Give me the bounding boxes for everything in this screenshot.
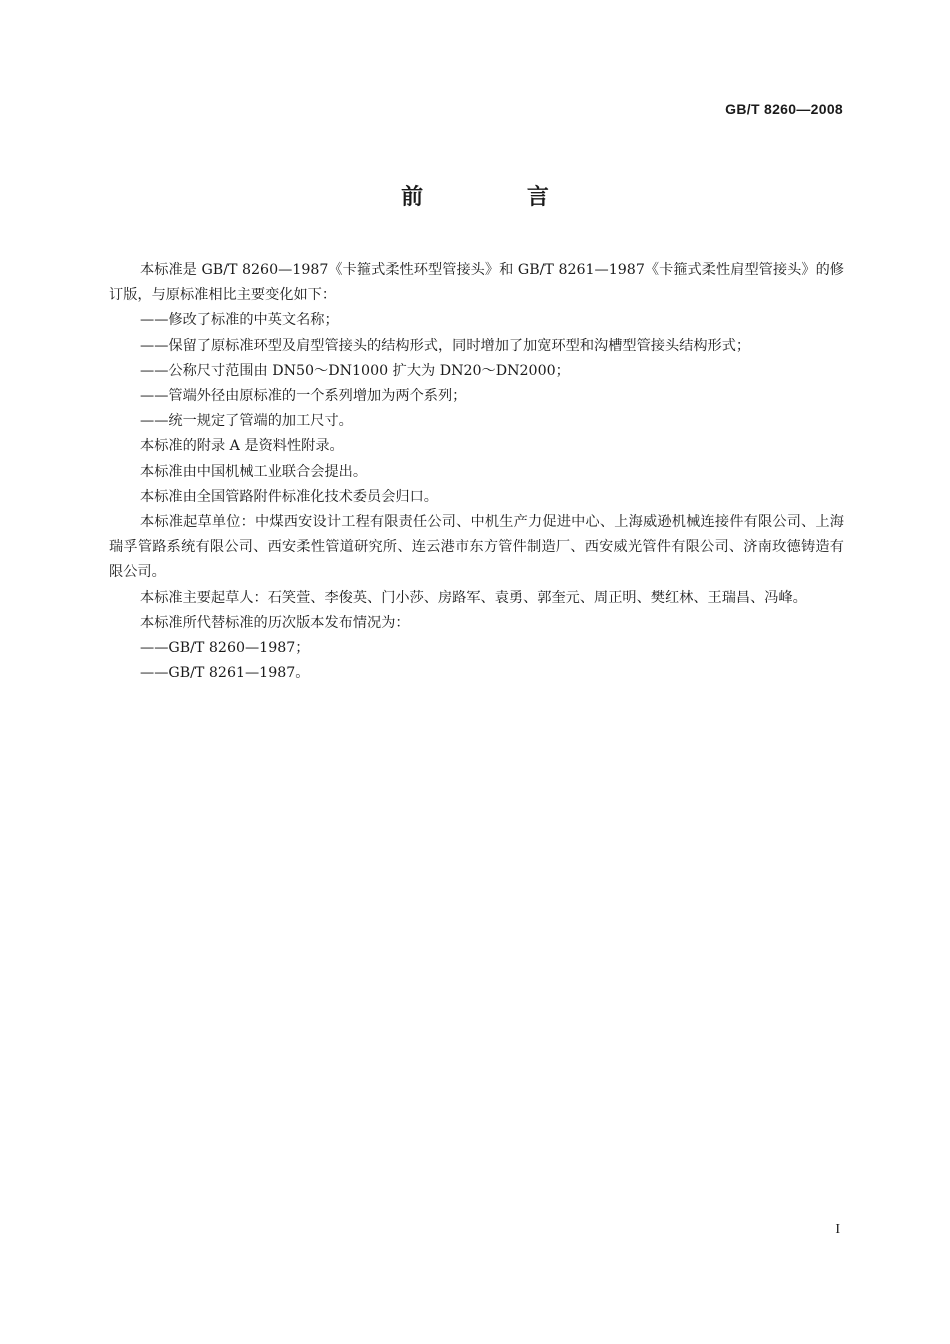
list-item: ——GB/T 8261—1987。 xyxy=(140,665,310,682)
list-item: ——保留了原标准环型及肩型管接头的结构形式，同时增加了加宽环型和沟槽型管接头结构形式； xyxy=(140,337,751,354)
list-item: ——修改了标准的中英文名称； xyxy=(140,312,339,329)
paragraph: 本标准由全国管路附件标准化技术委员会归口。 xyxy=(140,488,438,505)
list-item: ——统一规定了管端的加工尺寸。 xyxy=(140,413,353,430)
paragraph: 本标准起草单位：中煤西安设计工程有限责任公司、中机生产力促进中心、上海威逊机械连接件有限公司、上海瑞孚管路系统有限公司、西安柔性管道研究所、连云港市东方管件制造厂、西安威光管件有限公司、济南玫德铸造有限公司。 xyxy=(109,514,844,581)
paragraph: 本标准由中国机械工业联合会提出。 xyxy=(140,463,368,480)
list-item: ——管端外径由原标准的一个系列增加为两个系列； xyxy=(140,388,467,405)
section-title: 前 言 xyxy=(401,185,597,210)
paragraph: 本标准所代替标准的历次版本发布情况为： xyxy=(140,614,410,631)
preface-body xyxy=(109,258,844,686)
list-item: ——GB/T 8260—1987； xyxy=(140,640,310,657)
paragraph: 本标准主要起草人：石笑萱、李俊英、门小莎、房路军、袁勇、郭奎元、周正明、樊红林、王瑞昌、冯峰。 xyxy=(140,589,807,606)
page-number: I xyxy=(835,1222,840,1237)
standard-code: GB/T 8260—2008 xyxy=(725,101,843,117)
paragraph: 本标准是 GB/T 8260—1987《卡箍式柔性环型管接头》和 GB/T 8261—1987《卡箍式柔性肩型管接头》的修订版，与原标准相比主要变化如下： xyxy=(109,262,844,304)
list-item: ——公称尺寸范围由 DN50～DN1000 扩大为 DN20～DN2000； xyxy=(140,362,570,379)
paragraph: 本标准的附录 A 是资料性附录。 xyxy=(140,438,344,455)
